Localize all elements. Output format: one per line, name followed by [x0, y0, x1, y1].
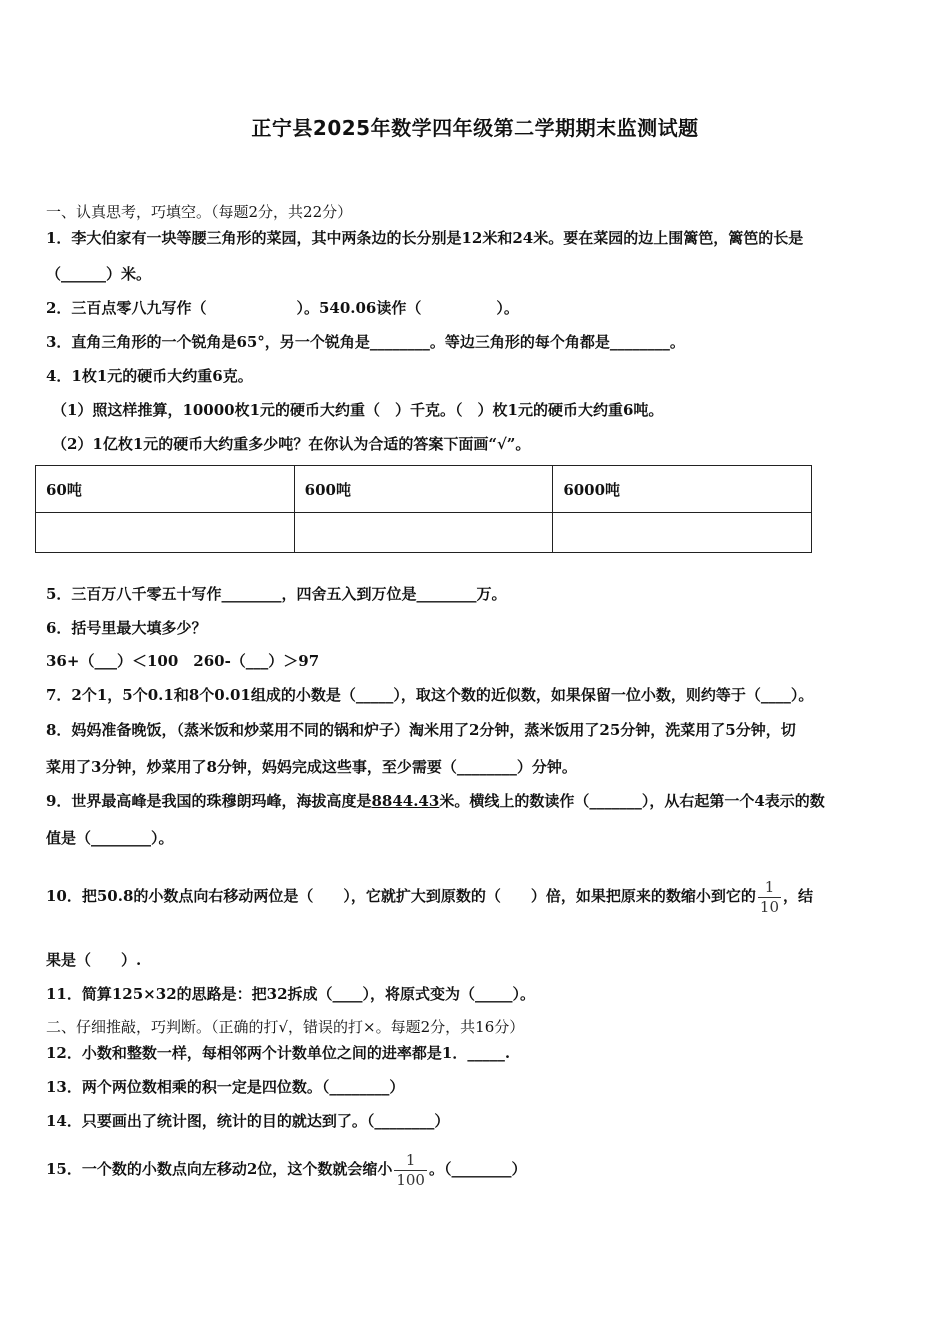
answer-table-blank-row — [36, 513, 812, 553]
question-14: 14．只要画出了统计图，统计的目的就达到了。（________） — [46, 1112, 450, 1130]
answer-table-header-row — [36, 466, 812, 513]
answer-table — [35, 465, 812, 553]
question-15-text-tail: 。（________） — [428, 1160, 527, 1178]
fraction-numerator: 1 — [394, 1151, 427, 1171]
fraction-denominator: 10 — [759, 897, 780, 916]
question-15 — [46, 1141, 910, 1197]
question-1-line-2: （______）米。 — [46, 265, 152, 283]
fraction-one-hundredth — [394, 1151, 427, 1190]
question-12: 12．小数和整数一样，每相邻两个计数单位之间的进率都是1．_____. — [46, 1044, 511, 1062]
answer-cell[interactable] — [36, 513, 295, 553]
question-15-text: 15．一个数的小数点向左移动2位，这个数就会缩小 — [46, 1160, 393, 1178]
question-9-line-2: 值是（________）。 — [46, 829, 174, 847]
question-4-part-2: （2）1亿枚1元的硬币大约重多少吨？在你认为合适的答案下面画“√”。 — [52, 435, 531, 453]
answer-cell[interactable] — [553, 513, 812, 553]
question-10-text: 10．把50.8的小数点向右移动两位是（ ），它就扩大到原数的（ ）倍，如果把原来的数缩小到它的 — [46, 887, 756, 905]
question-7: 7．2个1，5个0.1和8个0.01组成的小数是（_____），取这个数的近似数，如果保留一位小数，则约等于（____）。 — [46, 686, 814, 704]
question-10-line-2: 果是（ ）. — [46, 951, 142, 969]
question-8-line-1: 8．妈妈准备晚饭，（蒸米饭和炒菜用不同的锅和炉子）淘米用了2分钟，蒸米饭用了25分钟，洗菜用了5分钟，切 — [46, 721, 796, 739]
page-title: 正宁县2025年数学四年级第二学期期末监测试题 — [251, 116, 699, 140]
answer-table-header-cell: 60吨 — [36, 466, 295, 513]
question-6-expression: 36+（___）＜100 260-（___）＞97 — [46, 652, 320, 670]
fraction-one-tenth — [758, 878, 781, 917]
question-9-text-tail: 米。横线上的数读作（_______），从右起第一个4表示的数 — [439, 792, 825, 810]
question-10-text-tail: ，结 — [783, 887, 814, 905]
question-3: 3．直角三角形的一个锐角是65°，另一个锐角是________。等边三角形的每个角都是________。 — [46, 333, 685, 351]
section-1-heading: 一、认真思考，巧填空。（每题2分，共22分） — [46, 203, 353, 221]
elevation-value: 8844.43 — [371, 792, 440, 810]
question-4-stem: 4．1枚1元的硬币大约重6克。 — [46, 367, 253, 385]
question-13: 13．两个两位数相乘的积一定是四位数。（________） — [46, 1078, 405, 1096]
question-9-line-1 — [46, 791, 910, 811]
fraction-denominator: 100 — [396, 1170, 425, 1189]
question-10-line-1 — [46, 866, 910, 926]
question-4-part-1: （1）照这样推算，10000枚1元的硬币大约重（ ）千克。（ ）枚1元的硬币大约重6吨。 — [52, 401, 664, 419]
question-6-stem: 6．括号里最大填多少？ — [46, 619, 207, 637]
question-8-line-2: 菜用了3分钟，炒菜用了8分钟，妈妈完成这些事，至少需要（________）分钟。 — [46, 758, 577, 776]
answer-table-header-cell: 6000吨 — [553, 466, 812, 513]
question-9-text: 9．世界最高峰是我国的珠穆朗玛峰，海拔高度是 — [46, 792, 372, 810]
question-11: 11．简算125×32的思路是：把32拆成（____），将原式变为（_____）。 — [46, 985, 536, 1003]
question-5: 5．三百万八千零五十写作________，四舍五入到万位是________万。 — [46, 585, 507, 603]
answer-table-header-cell: 600吨 — [294, 466, 553, 513]
question-1-line-1: 1．李大伯家有一块等腰三角形的菜园，其中两条边的长分别是12米和24米。要在菜园的边上围篱笆，篱笆的长是 — [46, 229, 804, 247]
question-2: 2．三百点零八九写作（ ）。540.06读作（ ）。 — [46, 299, 519, 317]
section-2-heading: 二、仔细推敲，巧判断。（正确的打√，错误的打×。每题2分，共16分） — [46, 1018, 525, 1036]
fraction-numerator: 1 — [758, 878, 781, 898]
answer-cell[interactable] — [294, 513, 553, 553]
